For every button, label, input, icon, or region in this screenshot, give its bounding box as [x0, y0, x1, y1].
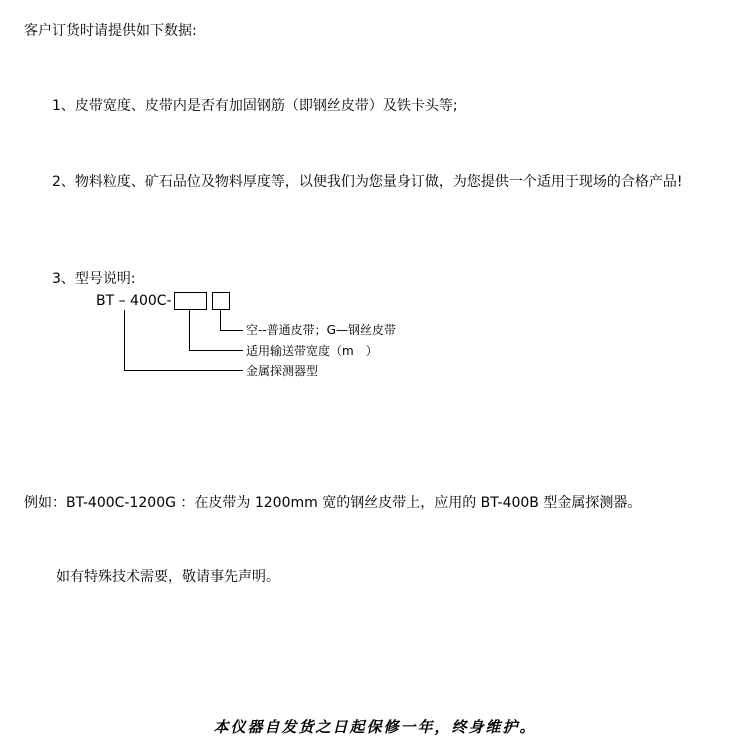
warranty-footer: 本仪器自发货之日起保修一年，终身维护。 [213, 718, 537, 736]
intro-text: 客户订货时请提供如下数据: [24, 23, 197, 39]
example-text: 例如：BT-400C-1200G ：在皮带为 1200mm 宽的钢丝皮带上，应用的 BT-400B 型金属探测器。 [24, 495, 642, 511]
legend-detector-type: 金属探测器型 [246, 364, 319, 378]
detector-type-connector [124, 310, 243, 371]
item-3-title: 3、型号说明: [52, 271, 136, 287]
width-code-box [174, 292, 207, 310]
belt-type-code-box [212, 292, 230, 310]
item-2-text: 2、物料粒度、矿石品位及物料厚度等，以便我们为您量身订做，为您提供一个适用于现场的合格产品! [52, 174, 683, 190]
item-1-text: 1、皮带宽度、皮带内是否有加固钢筋（即钢丝皮带）及铁卡头等; [52, 98, 458, 114]
special-note-text: 如有特殊技术需要，敬请事先声明。 [56, 569, 280, 585]
legend-belt-width: 适用输送带宽度（m ） [246, 344, 378, 358]
legend-belt-type: 空--普通皮带；G—钢丝皮带 [246, 323, 396, 337]
model-prefix: BT – 400C- [96, 293, 172, 309]
